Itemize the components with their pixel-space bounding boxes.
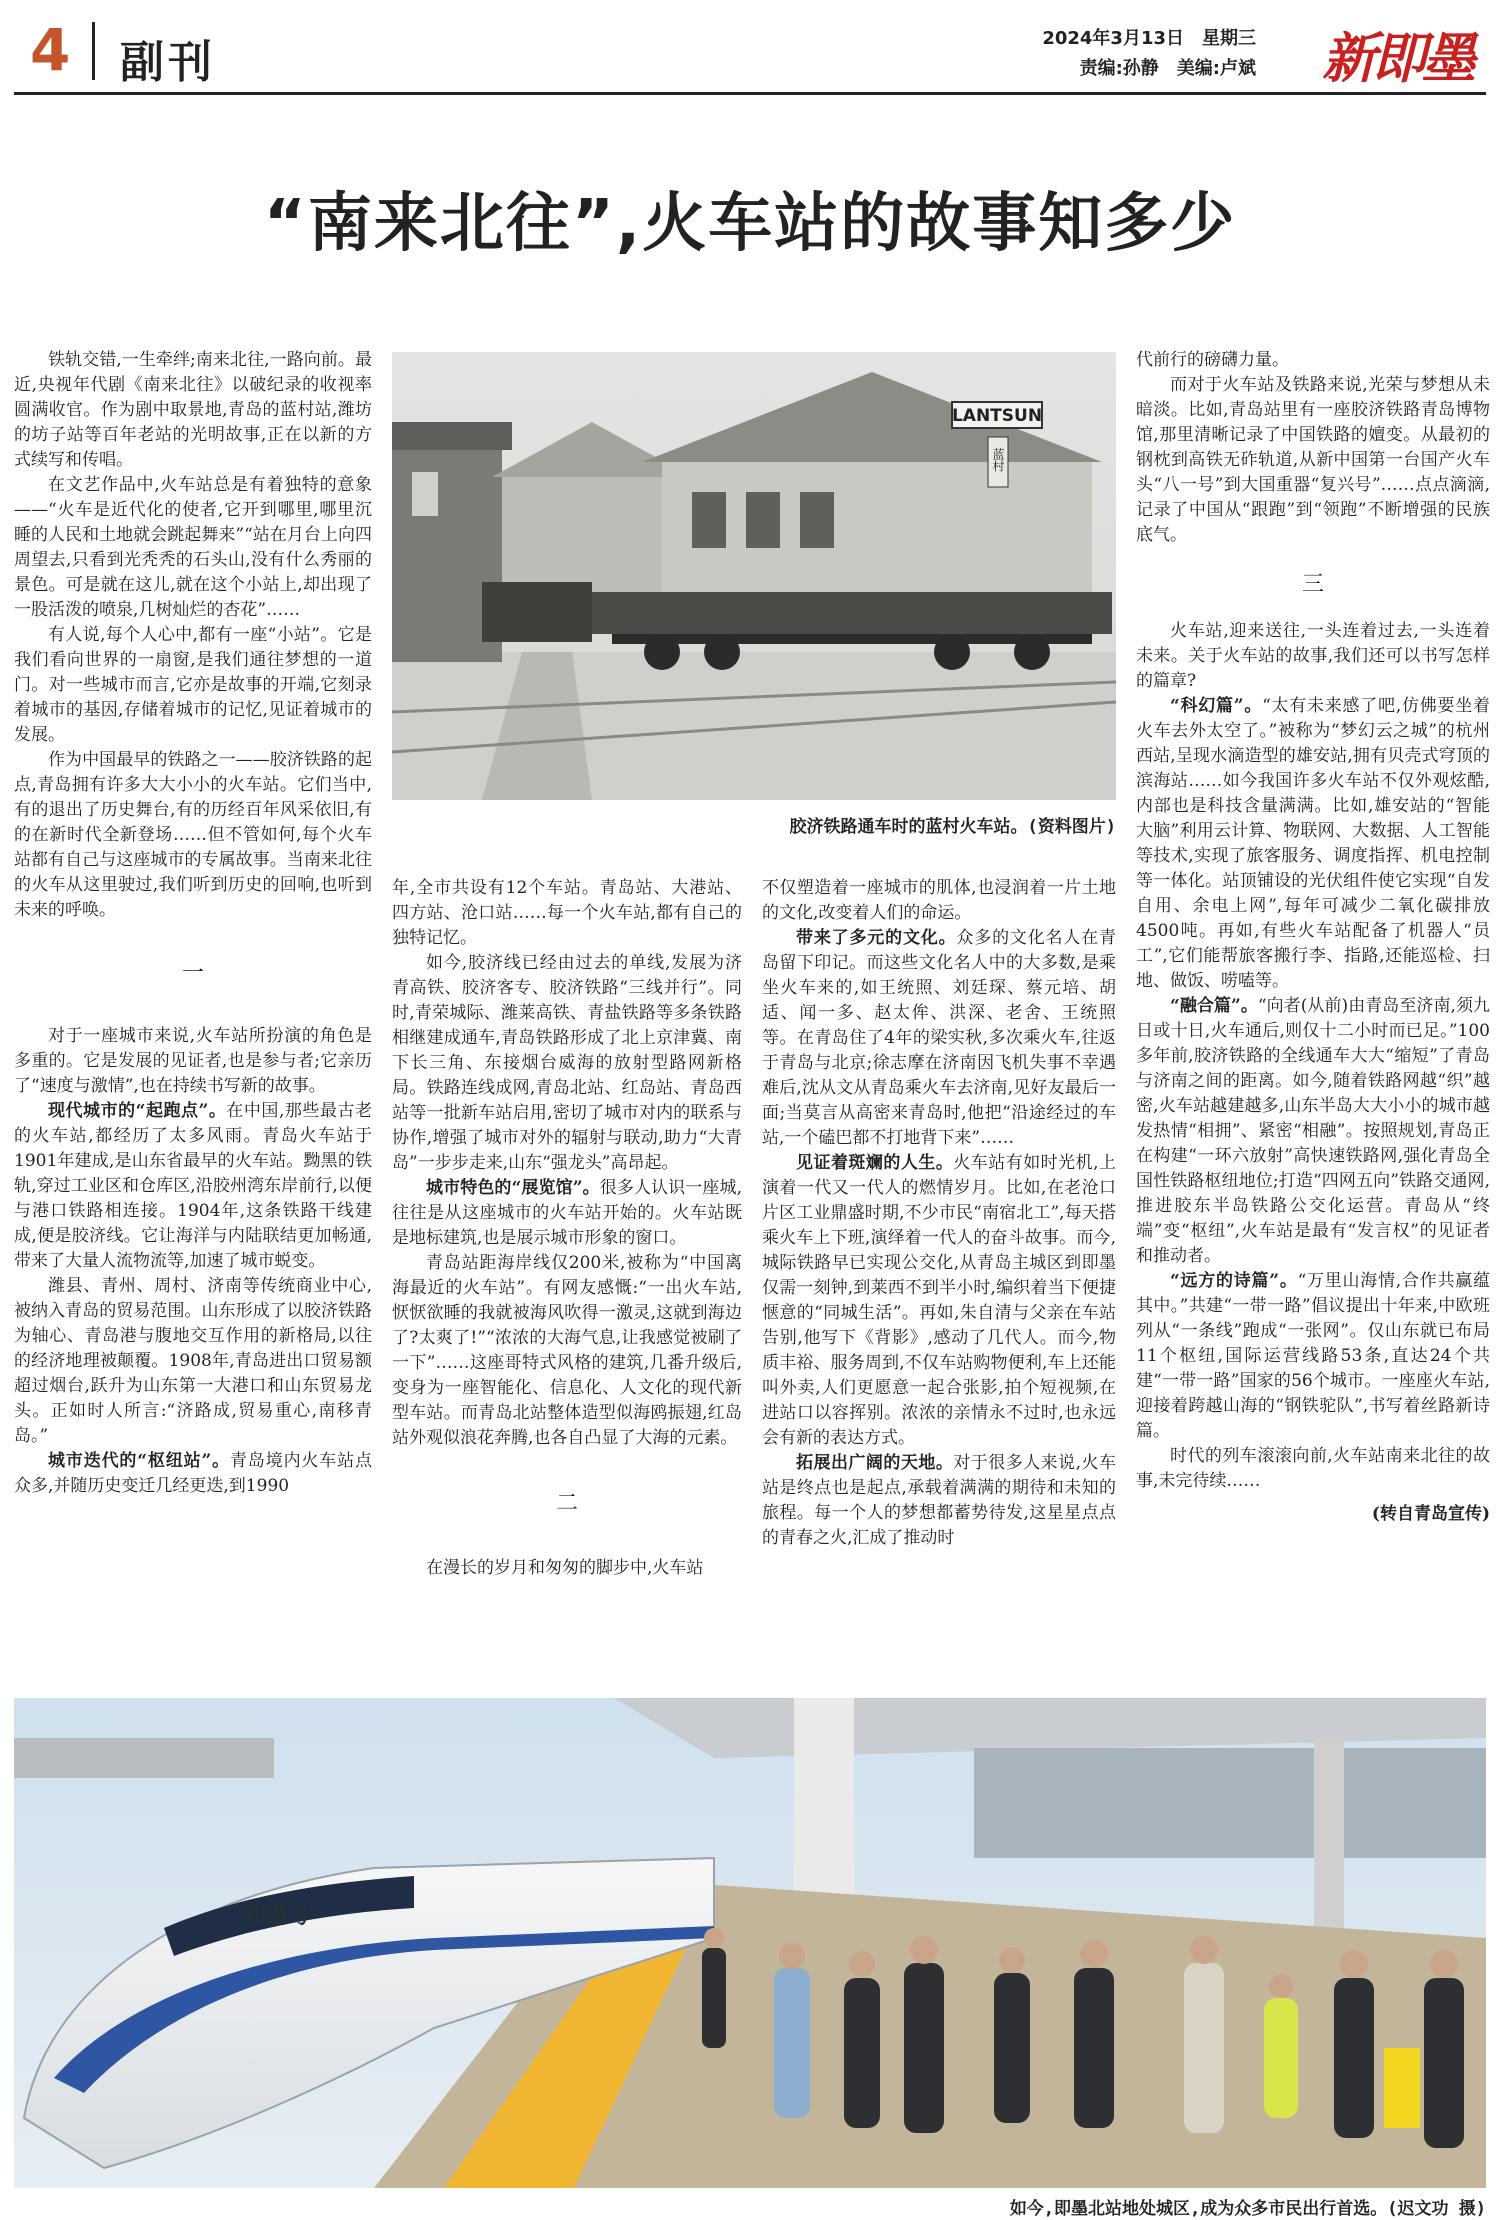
- subheading: 见证着斑斓的人生。: [796, 1153, 954, 1173]
- paragraph: 在文艺作品中,火车站总是有着独特的意象——“火车是近代化的使者,它开到哪里,哪里沉睡的人民和土地就会跳起舞来”“站在月台上向四周望去,只看到光秃秃的石头山,没有什么秀丽的景色。可是就在这儿,就在这个小站上,却出现了一股活泼的喷泉,几树灿烂的杏花”……: [14, 475, 372, 620]
- paragraph: 火车站,迎来送往,一头连着过去,一头连着未来。关于火车站的故事,我们还可以书写怎样的篇章?: [1136, 621, 1490, 691]
- subheading: “融合篇”。: [1170, 996, 1258, 1016]
- art-editor: 美编:卢斌: [1176, 58, 1256, 79]
- paragraph: 城市迭代的“枢纽站”。青岛境内火车站点众多,并随历史变迁几经更迭,到1990: [14, 1451, 373, 1496]
- issue-date-line: [1024, 24, 1256, 50]
- paragraph: 有人说,每个人心中,都有一座“小站”。它是我们看向世界的一扇窗,是我们通往梦想的一道门。对一些城市而言,它亦是故事的开端,它刻录着城市的基因,存储着城市的记忆,见证着城市的发展。: [14, 625, 372, 745]
- paragraph: 作为中国最早的铁路之一——胶济铁路的起点,青岛拥有许多大大小小的火车站。它们当中,有的退出了历史舞台,有的历经百年风采依旧,有的在新时代全新登场……但不管如何,每个火车站都有自己与这座城市的专属故事。当南来北往的火车从这里驶过,我们听到历史的回响,也听到未来的呼唤。: [14, 750, 372, 920]
- paragraph: 对于一座城市来说,火车站所扮演的角色是多重的。它是发展的见证者,也是参与者;它亲历了“速度与激情”,也在持续书写新的故事。: [14, 1026, 372, 1096]
- paragraph: 拓展出广阔的天地。对于很多人来说,火车站是终点也是起点,承载着满满的期待和未知的旅程。每一个人的梦想都蓄势待发,这星星点点的青春之火,汇成了推动时: [762, 1453, 1116, 1548]
- train-name-text: 和谐号: [244, 1904, 311, 1929]
- subheading: 城市特色的“展览馆”。: [426, 1178, 600, 1198]
- photo-caption: 胶济铁路通车时的蓝村火车站。(资料图片): [789, 817, 1116, 837]
- paragraph: 见证着斑斓的人生。火车站有如时光机,上演着一代又一代人的燃情岁月。比如,在老沧口片区工业鼎盛时期,不少市民“南宿北工”,每天搭乘火车上下班,演绎着一代人的奋斗故事。而今,城际铁路早已实现公交化,从青岛主城区到即墨仅需一刻钟,到莱西不到半小时,编织着当下便捷惬意的“同城生活”。再如,朱自清与父亲在车站告别,他写下《背影》,感动了几代人。而今,物质丰裕、服务周到,不仅车站购物便利,车上还能叫外卖,人们更愿意一起合张影,拍个短视频,在进站口以容挥别。浓浓的亲情永不过时,也永远会有新的表达方式。: [762, 1153, 1116, 1448]
- paragraph: 城市特色的“展览馆”。很多人认识一座城,往往是从这座城市的火车站开始的。火车站既是地标建筑,也是展示城市形象的窗口。: [392, 1178, 742, 1248]
- paragraph: 在漫长的岁月和匆匆的脚步中,火车站: [426, 1558, 704, 1578]
- article-column-1: [14, 348, 372, 1499]
- section-numeral: 二: [555, 1491, 578, 1516]
- paragraph: 代前行的磅礴力量。: [1136, 350, 1289, 370]
- newspaper-masthead: 新即墨: [1322, 26, 1472, 90]
- paragraph: 如今,胶济线已经由过去的单线,发展为济青高铁、胶济客专、胶济铁路“三线并行”。同时,青荣城际、潍莱高铁、青盐铁路等多条铁路相继建成通车,青岛铁路形成了北上京津冀、南下长三角、东接烟台威海的放射型路网新格局。铁路连线成网,青岛北站、红岛站、青岛西站等一批新车站启用,密切了城市对内的联系与协作,增强了城市对外的辐射与联动,助力“大青岛”一步步走来,山东“强龙头”高昂起。: [392, 953, 742, 1173]
- paragraph: “远方的诗篇”。“万里山海情,合作共赢蕴其中。”共建“一带一路”倡议提出十年来,中欧班列从“一条线”跑成“一张网”。仅山东就已布局11个枢纽,国际运营线路53条,直达24个共建“一带一路”国家的56个城市。一座座火车站,迎接着跨越山海的“钢铁驼队”,书写着丝路新诗篇。: [1136, 1271, 1490, 1441]
- header-divider: [92, 22, 95, 80]
- photo-caption: 如今,即墨北站地处城区,成为众多市民出行首选。(迟文功 摄): [1009, 2199, 1486, 2219]
- station-sign-latin: LANTSUN: [951, 406, 1043, 426]
- paragraph: 铁轨交错,一生牵绊;南来北往,一路向前。最近,央视年代剧《南来北往》以破纪录的收视率圆满收官。作为剧中取景地,青岛的蓝村站,潍坊的坊子站等百年老站的光明故事,正在以新的方式续写和传唱。: [14, 350, 372, 470]
- section-numeral: 三: [1301, 572, 1324, 597]
- paragraph: 时代的列车滚滚向前,火车站南来北往的故事,未完待续……: [1136, 1446, 1490, 1491]
- editor-line: [1062, 54, 1256, 80]
- article-headline: “南来北往”,火车站的故事知多少: [263, 187, 1237, 261]
- section-numeral: 一: [181, 961, 204, 986]
- paragraph: 青岛站距海岸线仅200米,被称为“中国离海最近的火车站”。有网友感慨:“一出火车站,恹恹欲睡的我就被海风吹得一激灵,这就到海边了?太爽了!”“浓浓的大海气息,让我感觉被刷了一下”……这座哥特式风格的建筑,几番升级后,变身为一座智能化、信息化、人文化的现代新型车站。而青岛北站整体造型似海鸥振翅,红岛站外观似浪花奔腾,也各自凸显了大海的元素。: [392, 1253, 742, 1448]
- historic-station-photo: [392, 352, 1116, 800]
- page-number: 4: [30, 16, 71, 84]
- issue-weekday: 星期三: [1202, 28, 1256, 49]
- issue-date: 2024年3月13日: [1042, 28, 1184, 49]
- paragraph: 年,全市共设有12个车站。青岛站、大港站、四方站、沧口站……每一个火车站,都有自己的独特记忆。: [392, 878, 742, 948]
- subheading: 拓展出广阔的天地。: [796, 1453, 954, 1473]
- subheading: “科幻篇”。: [1170, 696, 1263, 716]
- article-column-2: [392, 876, 742, 1581]
- subheading: 现代城市的“起跑点”。: [48, 1101, 227, 1121]
- paragraph: 现代城市的“起跑点”。在中国,那些最古老的火车站,都经历了太多风雨。青岛火车站于1901年建成,是山东省最早的火车站。黝黑的铁轨,穿过工业区和仓库区,沿胶州湾东岸前行,以便与港口铁路相连接。1904年,这条铁路干线建成,便是胶济线。它让海洋与内陆联结更加畅通,带来了大量人流物流等,加速了城市蜕变。: [14, 1101, 373, 1271]
- paragraph: 潍县、青州、周村、济南等传统商业中心,被纳入青岛的贸易范围。山东形成了以胶济铁路为轴心、青岛港与腹地交互作用的新格局,以往的经济地理被颠覆。1908年,青岛进出口贸易额超过烟台,跃升为山东第一大港口和山东贸易龙头。正如时人所言:“济路成,贸易重心,南移青岛。”: [14, 1276, 372, 1446]
- editor: 责编:孙静: [1079, 58, 1159, 79]
- paragraph: 带来了多元的文化。众多的文化名人在青岛留下印记。而这些文化名人中的大多数,是乘坐火车来的,如王统照、刘廷琛、蔡元培、胡适、闻一多、赵太侔、洪深、老舍、王统照等。在青岛住了4年的梁实秋,多次乘火车,往返于青岛与北京;徐志摩在济南因飞机失事不幸遇难后,沈从文从青岛乘火车去济南,见好友最后一面;当莫言从高密来青岛时,他把“沿途经过的车站,一个磕巴都不打地背下来”……: [762, 928, 1117, 1148]
- modern-station-image: [14, 1698, 1486, 2188]
- paragraph: “科幻篇”。“太有未来感了吧,仿佛要坐着火车去外太空了。”被称为“梦幻云之城”的杭州西站,呈现水滴造型的雄安站,拥有贝壳式穹顶的滨海站……如今我国许多火车站不仅外观炫酷,内部也是科技含量满满。比如,雄安站的“智能大脑”利用云计算、物联网、大数据、人工智能等技术,实现了旅客服务、调度指挥、机电控制等一体化。站顶铺设的光伏组件使它实现“自发自用、余电上网”,每年可减少二氧化碳排放4500吨。再如,有些火车站配备了机器人“员工”,它们能帮旅客搬行李、指路,还能巡检、扫地、做饭、唠嗑等。: [1136, 696, 1490, 991]
- source-credit: (转自青岛宣传): [1371, 1504, 1490, 1524]
- subheading: “远方的诗篇”。: [1170, 1271, 1298, 1291]
- page-header: [14, 8, 1486, 95]
- historic-station-image: [392, 352, 1116, 800]
- station-sign-chinese: 蓝村: [991, 448, 1005, 472]
- article-column-3: [762, 876, 1116, 1551]
- paragraph: 不仅塑造着一座城市的肌体,也浸润着一片土地的文化,改变着人们的命运。: [762, 878, 1116, 923]
- modern-station-photo: [14, 1698, 1486, 2188]
- article-column-4: [1136, 348, 1490, 1527]
- subheading: 带来了多元的文化。: [796, 928, 957, 948]
- section-name: 副刊: [120, 37, 216, 88]
- paragraph: “融合篇”。“向者(从前)由青岛至济南,须九日或十日,火车通后,则仅十二小时而已足。”100多年前,胶济铁路的全线通车大大“缩短”了青岛与济南之间的距离。如今,随着铁路网越“织”越密,火车站越建越多,山东半岛大大小小的城市越发热情“相拥”、紧密“相融”。按照规划,青岛正在构建“一环六放射”高快速铁路网,强化青岛全国性铁路枢纽地位;打造“四网五向”铁路交通网,推进胶东半岛铁路公交化运营。青岛从“终端”变“枢纽”,火车站是最有“发言权”的见证者和推动者。: [1136, 996, 1491, 1266]
- subheading: 城市迭代的“枢纽站”。: [48, 1451, 230, 1471]
- paragraph: 而对于火车站及铁路来说,光荣与梦想从未暗淡。比如,青岛站里有一座胶济铁路青岛博物馆,那里清晰记录了中国铁路的嬗变。从最初的钢枕到高铁无砟轨道,从新中国第一台国产火车头“八一号”到大国重器“复兴号”……点点滴滴,记录了中国从“跟跑”到“领跑”不断增强的民族底气。: [1136, 375, 1490, 545]
